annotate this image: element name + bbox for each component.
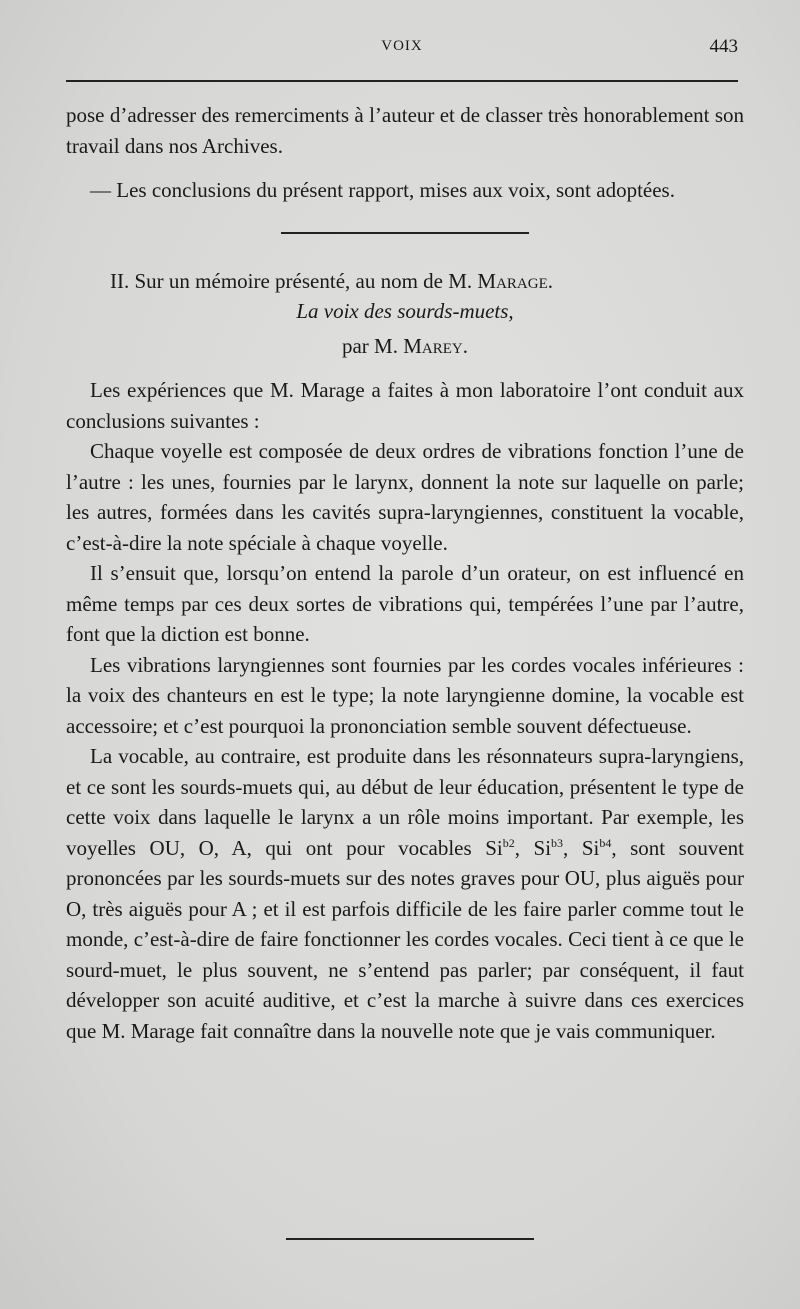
previous-report-conclusion: — Les conclusions du présent rapport, mises aux voix, sont adoptées. (90, 178, 675, 202)
byline-prefix: par M. (341, 333, 404, 358)
section-byline (66, 331, 744, 362)
running-title: VOIX (381, 38, 423, 54)
body-paragraph-2: Chaque voyelle est composée de deux ordres de vibrations fonction l’une de l’autre : les unes, fournies par le larynx, donnent la note sur laquelle on parle; les autres, formées dans les cavités supra-laryngiennes, constituent la vocable, c’est-à-dire la note spéciale à chaque voyelle. (66, 439, 744, 555)
superscript-b4: b4 (599, 835, 612, 850)
body-paragraph-3: Il s’ensuit que, lorsqu’on entend la parole d’un orateur, on est influencé en même temps par ces deux sortes de vibrations qui, tempérées l’une par l’autre, font que la diction est bonne. (66, 561, 744, 646)
section-separator-rule (281, 232, 529, 234)
previous-report-paragraph: pose d’adresser des remerciments à l’auteur et de classer très honorablement son travail dans nos Archives. (66, 103, 744, 158)
section-end-rule (286, 1238, 534, 1240)
p5-part-c: , Si (563, 835, 600, 860)
body-paragraph-5 (66, 741, 744, 1046)
body-paragraph-1: Les expériences que M. Marage a faites à mon laboratoire l’ont conduit aux conclusions suivantes : (66, 378, 744, 433)
superscript-b3: b3 (551, 835, 564, 850)
section-title-prefix: II. Sur un mémoire présenté, au nom de M. (110, 268, 478, 293)
section-title-author: Marage (477, 268, 548, 293)
section-subtitle: La voix des sourds-muets, (296, 299, 514, 323)
section-title (66, 266, 744, 297)
page-header (66, 30, 738, 70)
superscript-b2: b2 (502, 835, 515, 850)
byline-author: Marey (403, 333, 463, 358)
body-paragraph-4: Les vibrations laryngiennes sont fournies par les cordes vocales inférieures : la voix des chanteurs en est le type; la note laryngienne domine, la vocable est accessoire; et c’est pourquoi la prononciation semble souvent défectueuse. (66, 652, 744, 738)
byline-suffix: . (462, 333, 468, 358)
page-body (66, 100, 744, 1046)
paragraph-gap (66, 161, 744, 175)
p5-part-a: La vocable, au contraire, est produite dans les résonnateurs supra-laryngiens, et ce sont les sourds-muets qui, au début de leur éducation, présentent le type de cette voix dans laquelle le larynx a un rôle moins important. Par exemple, les voyelles OU, O, A, qui ont pour vocables Si (66, 744, 744, 860)
header-rule (66, 80, 738, 82)
p5-part-b: , Si (514, 835, 552, 860)
page-number: 443 (709, 36, 738, 57)
section-title-suffix: . (547, 268, 554, 293)
p5-part-d: , sont souvent prononcées par les sourds-muets sur des notes graves pour OU, plus aiguës pour O, très aiguës pour A ; et il est parfois difficile de les faire parler comme tout le monde, c’est-à-dire de faire fonctionner les cordes vocales. Ceci tient à ce que le sourd-muet, le plus souvent, ne s’entend pas parler; par conséquent, il faut développer son acuité auditive, et c’est la marche à suivre dans ces exercices que M. Marage fait connaître dans la nouvelle note que je vais communiquer. (66, 835, 745, 1043)
